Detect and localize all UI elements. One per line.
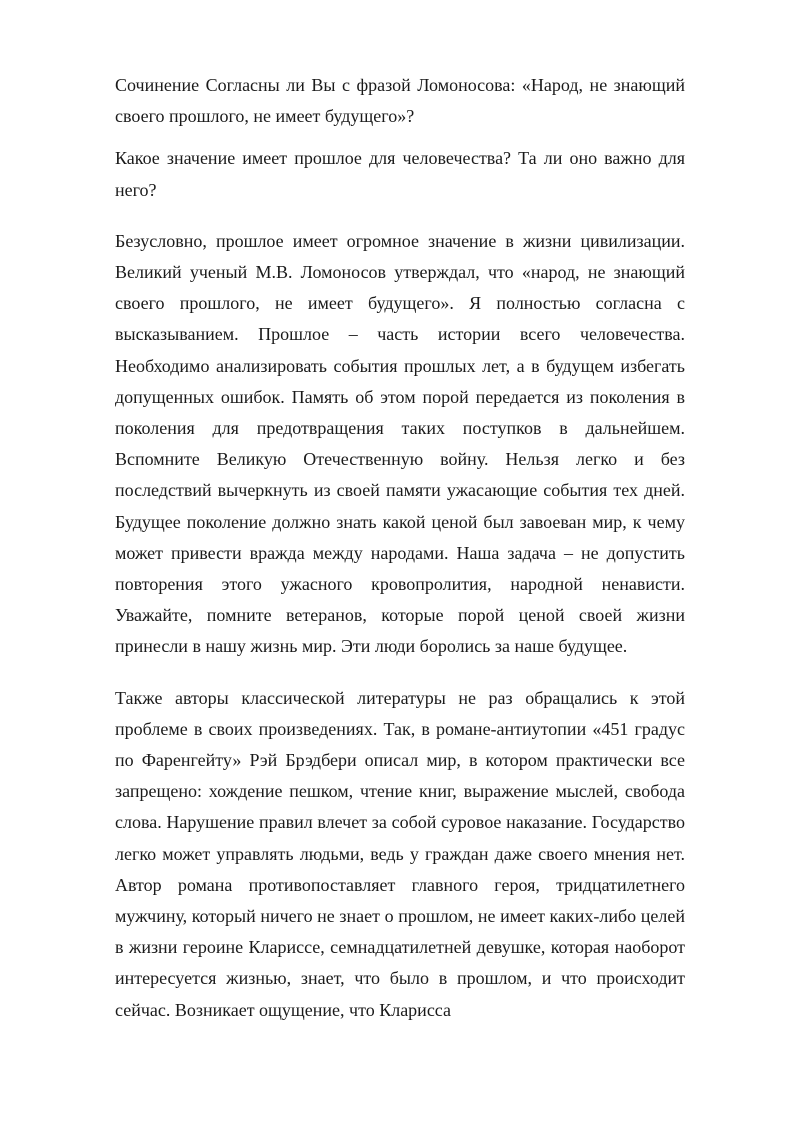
paragraph-2: Также авторы классической литературы не раз обращались к этой проблеме в своих произведениях. Так, в романе-антиутопии «451 градус по Фаренгейту» Рэй Брэдбери описал мир, в котором практически все запрещено: хождение пешком, чтение книг, выражение мыслей, свобода слова. Нарушение правил влечет за собой суровое наказание. Государство легко может управлять людьми, ведь у граждан даже своего мнения нет. Автор романа противопоставляет главного героя, тридцатилетнего мужчину, который ничего не знает о прошлом, не имеет каких-либо целей в жизни героине Клариссе, семнадцатилетней девушке, которая наоборот интересуется жизнью, знает, что было в прошлом, и что происходит сейчас. Возникает ощущение, что Кларисса xyxy=(115,687,685,1020)
essay-question: Какое значение имеет прошлое для человечества? Та ли оно важно для него? xyxy=(115,148,685,200)
paragraph-1: Безусловно, прошлое имеет огромное значение в жизни цивилизации. Великий ученый М.В. Ломоносов утверждал, что «народ, не знающий своего прошлого, не имеет будущего». Я полностью согласна с высказыванием. Прошлое – часть истории всего человечества. Необходимо анализировать события прошлых лет, а в будущем избегать допущенных ошибок. Память об этом порой передается из поколения в поколения для предотвращения таких поступков в дальнейшем. Вспомните Великую Отечественную войну. Нельзя легко и без последствий вычеркнуть из своей памяти ужасающие события тех дней. Будущее поколение должно знать какой ценой был завоеван мир, к чему может привести вражда между народами. Наша задача – не допустить повторения этого ужасного кровопролития, народной ненависти. Уважайте, помните ветеранов, которые порой ценой своей жизни принесли в нашу жизнь мир. Эти люди боролись за наше будущее. xyxy=(115,230,685,657)
document-page xyxy=(115,70,685,1046)
essay-title: Сочинение Согласны ли Вы с фразой Ломоносова: «Народ, не знающий своего прошлого, не имеет будущего»? xyxy=(115,75,685,127)
